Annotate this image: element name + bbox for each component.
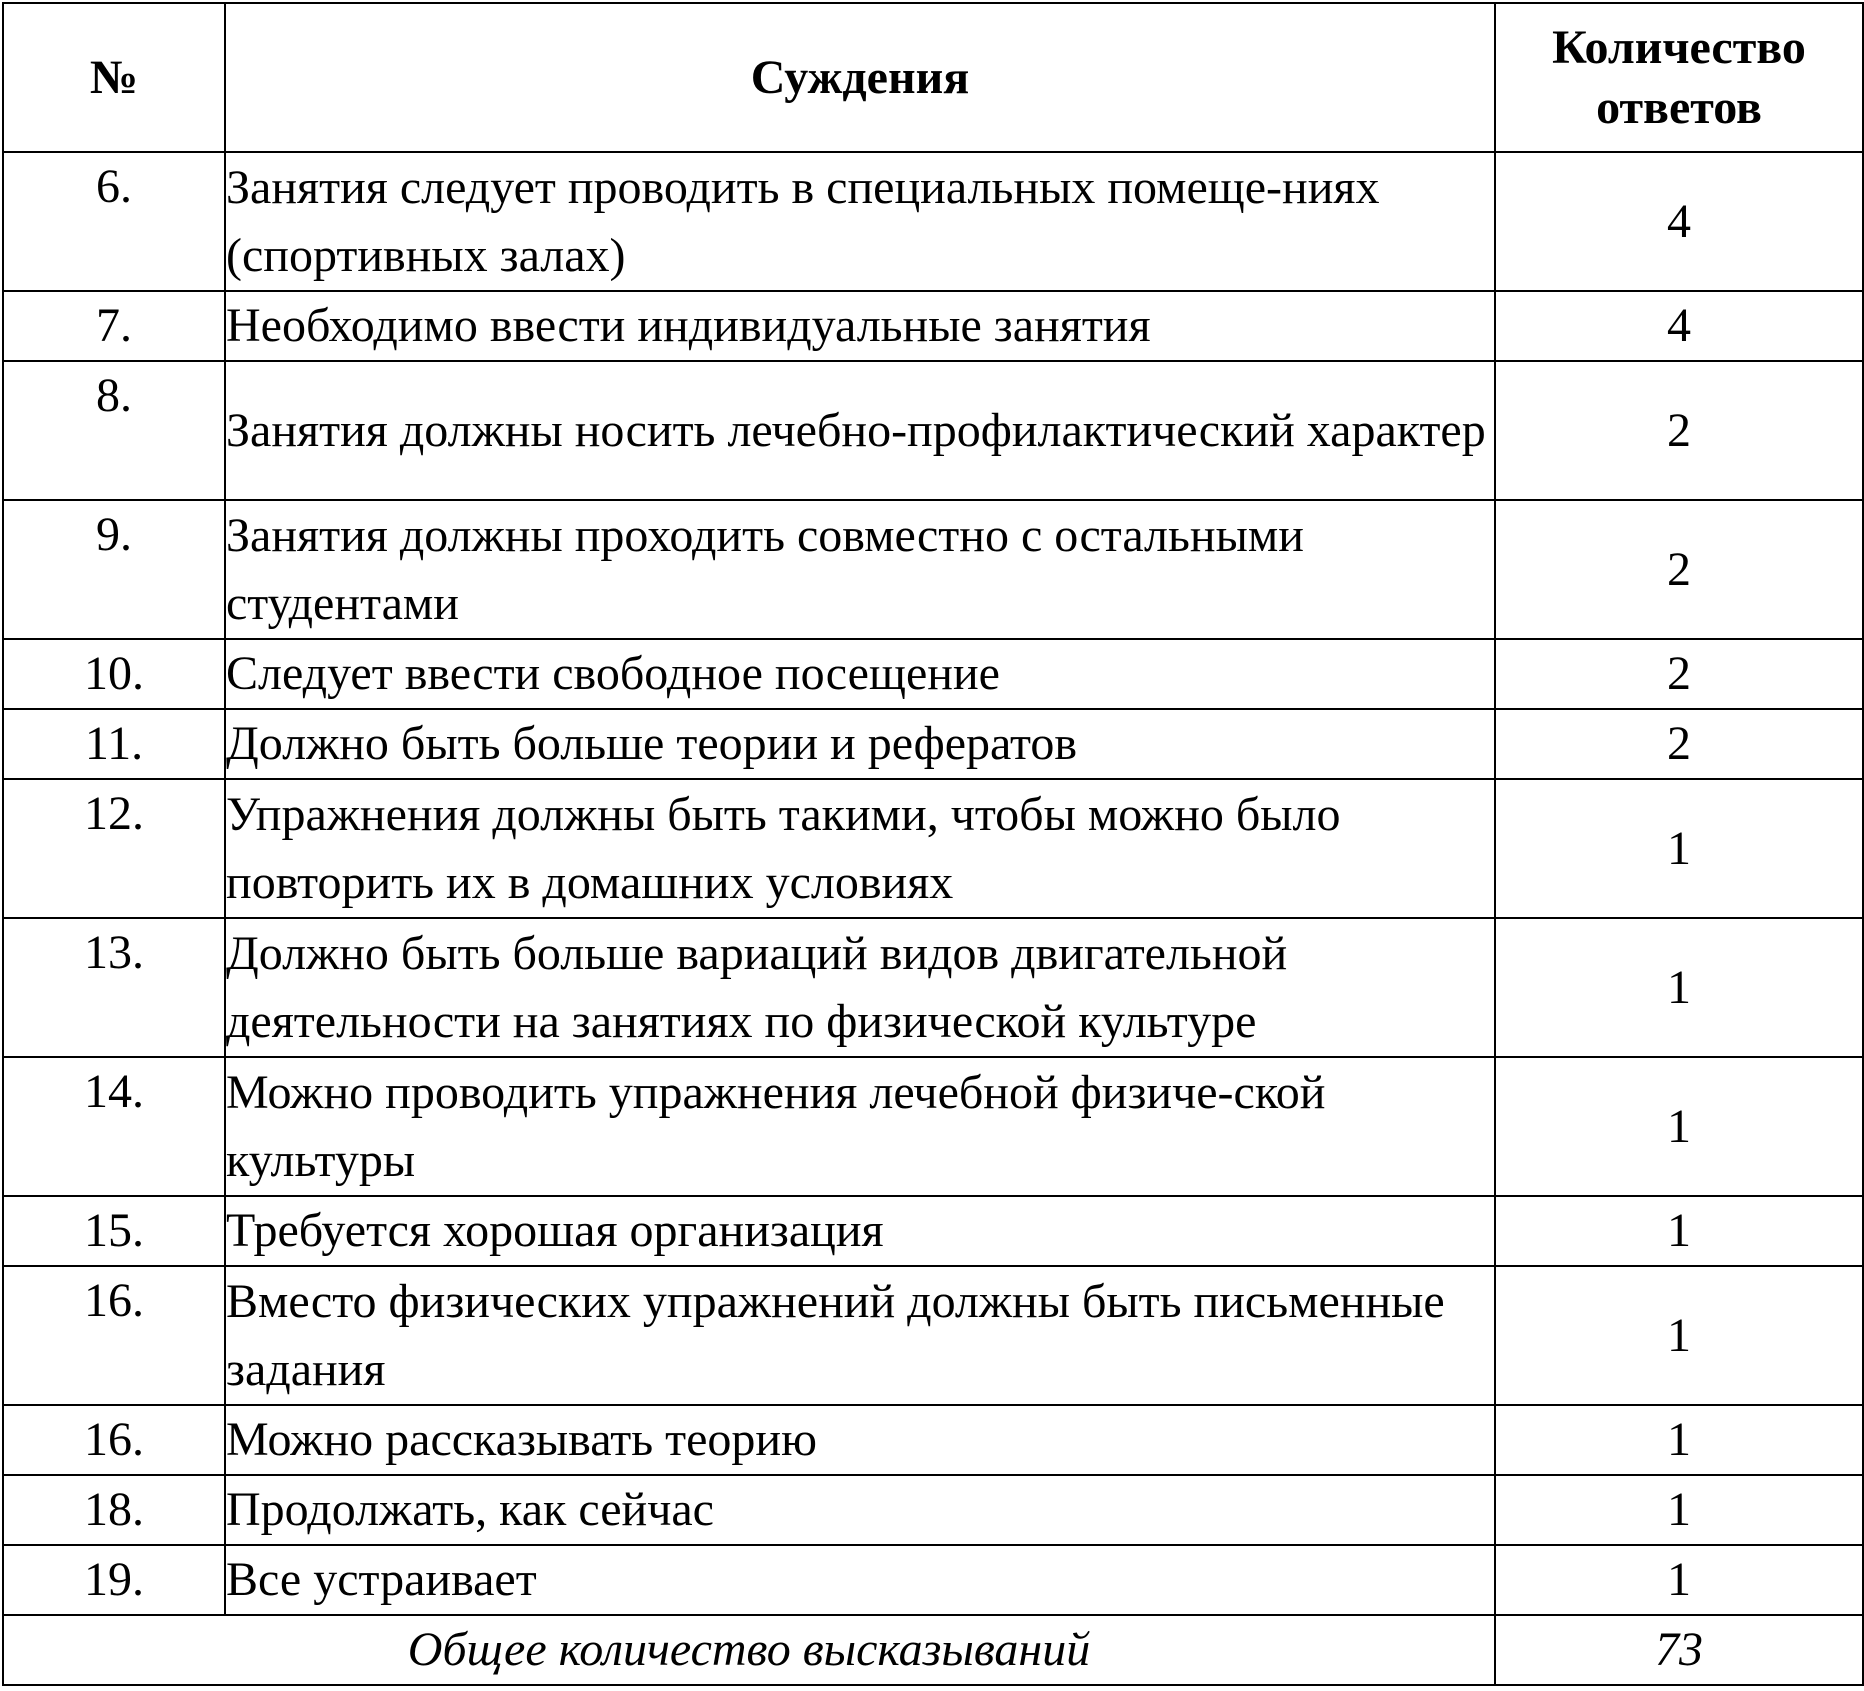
row-count: 1 <box>1495 1266 1863 1405</box>
row-count: 1 <box>1495 1475 1863 1545</box>
header-row <box>3 3 1863 152</box>
row-statement: Упражнения должны быть такими, чтобы можно было повторить их в домашних условиях <box>225 779 1495 918</box>
row-count: 4 <box>1495 152 1863 291</box>
row-number: 18. <box>3 1475 225 1545</box>
row-statement: Занятия следует проводить в специальных помеще-ниях (спортивных залах) <box>225 152 1495 291</box>
row-statement: Необходимо ввести индивидуальные занятия <box>225 291 1495 361</box>
row-statement: Следует ввести свободное посещение <box>225 639 1495 709</box>
row-number: 16. <box>3 1405 225 1475</box>
row-count: 1 <box>1495 1545 1863 1615</box>
table-row <box>3 1475 1863 1545</box>
row-statement: Можно рассказывать теорию <box>225 1405 1495 1475</box>
row-number: 11. <box>3 709 225 779</box>
header-count <box>1495 3 1863 152</box>
row-statement: Должно быть больше вариаций видов двигательной деятельности на занятиях по физической культуре <box>225 918 1495 1057</box>
table-row <box>3 500 1863 639</box>
row-statement: Занятия должны носить лечебно-профилактический характер <box>225 361 1495 500</box>
table-row <box>3 1196 1863 1266</box>
row-statement: Занятия должны проходить совместно с остальными студентами <box>225 500 1495 639</box>
row-number: 10. <box>3 639 225 709</box>
table-row <box>3 291 1863 361</box>
table-row <box>3 918 1863 1057</box>
row-number: 12. <box>3 779 225 918</box>
row-count: 2 <box>1495 361 1863 500</box>
row-number: 15. <box>3 1196 225 1266</box>
row-number: 19. <box>3 1545 225 1615</box>
survey-results-table <box>2 2 1864 1686</box>
row-count: 4 <box>1495 291 1863 361</box>
row-statement: Можно проводить упражнения лечебной физиче-ской культуры <box>225 1057 1495 1196</box>
header-count-label: Количество ответов <box>1552 20 1806 134</box>
row-count: 2 <box>1495 639 1863 709</box>
row-number: 16. <box>3 1266 225 1405</box>
row-number: 8. <box>3 361 225 500</box>
table-row <box>3 1545 1863 1615</box>
row-number: 14. <box>3 1057 225 1196</box>
row-number: 6. <box>3 152 225 291</box>
row-statement: Все устраивает <box>225 1545 1495 1615</box>
table-row <box>3 1266 1863 1405</box>
table-row <box>3 639 1863 709</box>
total-label: Общее количество высказываний <box>3 1615 1495 1685</box>
row-count: 2 <box>1495 500 1863 639</box>
total-row <box>3 1615 1863 1685</box>
row-count: 2 <box>1495 709 1863 779</box>
row-number: 7. <box>3 291 225 361</box>
row-count: 1 <box>1495 1196 1863 1266</box>
table-row <box>3 152 1863 291</box>
row-statement: Продолжать, как сейчас <box>225 1475 1495 1545</box>
table-row <box>3 1057 1863 1196</box>
row-statement: Требуется хорошая организация <box>225 1196 1495 1266</box>
row-count: 1 <box>1495 1405 1863 1475</box>
row-number: 9. <box>3 500 225 639</box>
header-statement: Суждения <box>225 3 1495 152</box>
table-body <box>3 152 1863 1615</box>
table-row <box>3 1405 1863 1475</box>
table-row <box>3 779 1863 918</box>
row-statement: Вместо физических упражнений должны быть письменные задания <box>225 1266 1495 1405</box>
row-count: 1 <box>1495 918 1863 1057</box>
row-statement: Должно быть больше теории и рефератов <box>225 709 1495 779</box>
table-row <box>3 361 1863 500</box>
row-number: 13. <box>3 918 225 1057</box>
row-count: 1 <box>1495 1057 1863 1196</box>
row-count: 1 <box>1495 779 1863 918</box>
table-row <box>3 709 1863 779</box>
header-number: № <box>3 3 225 152</box>
total-value: 73 <box>1495 1615 1863 1685</box>
